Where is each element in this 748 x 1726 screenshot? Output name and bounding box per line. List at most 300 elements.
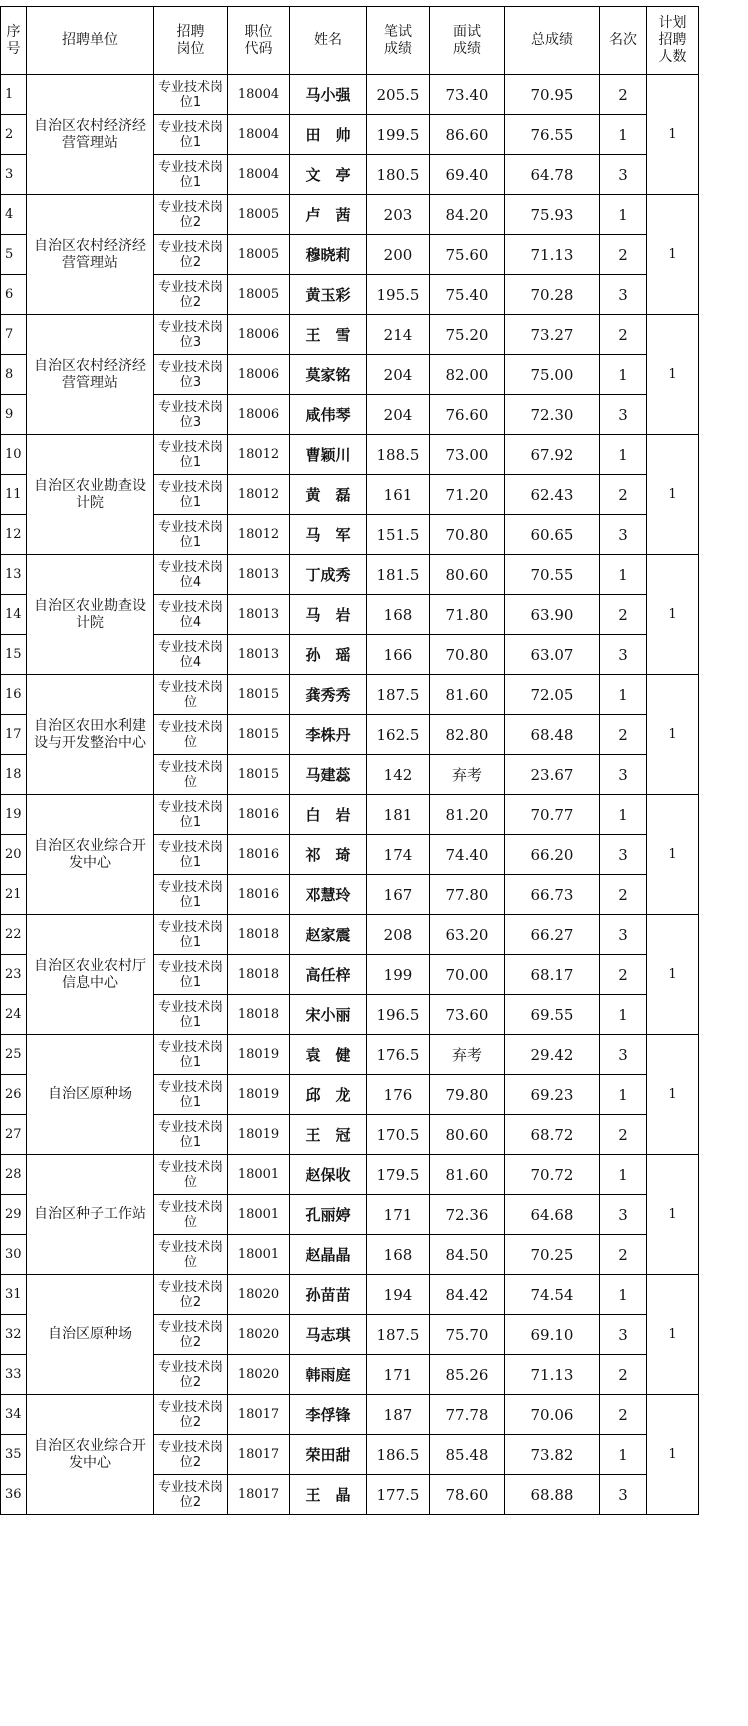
post-cell: 专业技术岗位: [154, 1195, 228, 1235]
rank-cell: 3: [600, 1035, 647, 1075]
code-cell: 18018: [228, 995, 290, 1035]
unit-cell: 自治区农业农村厅信息中心: [27, 915, 154, 1035]
code-cell: 18012: [228, 515, 290, 555]
interview-score-cell: 79.80: [430, 1075, 505, 1115]
plan-count-cell: 1: [647, 1395, 699, 1515]
interview-score-cell: 75.40: [430, 275, 505, 315]
post-cell: 专业技术岗位3: [154, 395, 228, 435]
rank-cell: 3: [600, 1195, 647, 1235]
written-score-cell: 187.5: [367, 1315, 430, 1355]
unit-cell: 自治区原种场: [27, 1035, 154, 1155]
rank-cell: 1: [600, 195, 647, 235]
rank-cell: 1: [600, 1155, 647, 1195]
total-score-cell: 75.93: [505, 195, 600, 235]
written-score-cell: 176.5: [367, 1035, 430, 1075]
unit-cell: 自治区农业综合开发中心: [27, 795, 154, 915]
name-cell: 文 亭: [290, 155, 367, 195]
post-cell: 专业技术岗位1: [154, 1035, 228, 1075]
header-seq: 序号: [1, 7, 27, 75]
header-code: 职位代码: [228, 7, 290, 75]
table-row: [1, 195, 699, 235]
interview-score-cell: 82.80: [430, 715, 505, 755]
written-score-cell: 199: [367, 955, 430, 995]
post-cell: 专业技术岗位: [154, 1155, 228, 1195]
total-score-cell: 69.55: [505, 995, 600, 1035]
plan-count-cell: 1: [647, 915, 699, 1035]
rank-cell: 1: [600, 355, 647, 395]
post-cell: 专业技术岗位: [154, 715, 228, 755]
code-cell: 18018: [228, 915, 290, 955]
seq-cell: 21: [1, 875, 27, 915]
total-score-cell: 69.10: [505, 1315, 600, 1355]
unit-cell: 自治区农业勘查设计院: [27, 435, 154, 555]
total-score-cell: 64.68: [505, 1195, 600, 1235]
rank-cell: 2: [600, 955, 647, 995]
post-cell: 专业技术岗位2: [154, 195, 228, 235]
name-cell: 李株丹: [290, 715, 367, 755]
code-cell: 18001: [228, 1195, 290, 1235]
interview-score-cell: 86.60: [430, 115, 505, 155]
interview-score-cell: 78.60: [430, 1475, 505, 1515]
written-score-cell: 168: [367, 1235, 430, 1275]
unit-cell: 自治区种子工作站: [27, 1155, 154, 1275]
code-cell: 18015: [228, 675, 290, 715]
table-row: [1, 75, 699, 115]
header-interview: 面试成绩: [430, 7, 505, 75]
code-cell: 18017: [228, 1435, 290, 1475]
name-cell: 莫家铭: [290, 355, 367, 395]
seq-cell: 27: [1, 1115, 27, 1155]
post-cell: 专业技术岗位: [154, 1235, 228, 1275]
rank-cell: 2: [600, 875, 647, 915]
interview-score-cell: 70.00: [430, 955, 505, 995]
interview-score-cell: 73.00: [430, 435, 505, 475]
post-cell: 专业技术岗位4: [154, 555, 228, 595]
interview-score-cell: 63.20: [430, 915, 505, 955]
seq-cell: 30: [1, 1235, 27, 1275]
post-cell: 专业技术岗位1: [154, 435, 228, 475]
total-score-cell: 73.82: [505, 1435, 600, 1475]
interview-score-cell: 73.40: [430, 75, 505, 115]
total-score-cell: 29.42: [505, 1035, 600, 1075]
code-cell: 18015: [228, 715, 290, 755]
seq-cell: 6: [1, 275, 27, 315]
rank-cell: 1: [600, 995, 647, 1035]
rank-cell: 1: [600, 435, 647, 475]
written-score-cell: 187.5: [367, 675, 430, 715]
name-cell: 王 冠: [290, 1115, 367, 1155]
total-score-cell: 68.88: [505, 1475, 600, 1515]
total-score-cell: 70.06: [505, 1395, 600, 1435]
seq-cell: 8: [1, 355, 27, 395]
post-cell: 专业技术岗位1: [154, 795, 228, 835]
rank-cell: 2: [600, 1395, 647, 1435]
seq-cell: 26: [1, 1075, 27, 1115]
total-score-cell: 70.25: [505, 1235, 600, 1275]
written-score-cell: 161: [367, 475, 430, 515]
written-score-cell: 166: [367, 635, 430, 675]
written-score-cell: 187: [367, 1395, 430, 1435]
total-score-cell: 72.05: [505, 675, 600, 715]
table-row: [1, 915, 699, 955]
interview-score-cell: 85.26: [430, 1355, 505, 1395]
name-cell: 赵晶晶: [290, 1235, 367, 1275]
written-score-cell: 204: [367, 395, 430, 435]
name-cell: 穆晓莉: [290, 235, 367, 275]
interview-score-cell: 85.48: [430, 1435, 505, 1475]
plan-count-cell: 1: [647, 1035, 699, 1155]
rank-cell: 2: [600, 475, 647, 515]
seq-cell: 3: [1, 155, 27, 195]
post-cell: 专业技术岗位4: [154, 595, 228, 635]
seq-cell: 15: [1, 635, 27, 675]
rank-cell: 3: [600, 915, 647, 955]
name-cell: 李俘锋: [290, 1395, 367, 1435]
rank-cell: 2: [600, 1355, 647, 1395]
total-score-cell: 68.48: [505, 715, 600, 755]
post-cell: 专业技术岗位2: [154, 1435, 228, 1475]
seq-cell: 11: [1, 475, 27, 515]
total-score-cell: 74.54: [505, 1275, 600, 1315]
table-row: [1, 1275, 699, 1315]
written-score-cell: 181.5: [367, 555, 430, 595]
code-cell: 18017: [228, 1475, 290, 1515]
unit-cell: 自治区农业勘查设计院: [27, 555, 154, 675]
interview-score-cell: 81.60: [430, 1155, 505, 1195]
name-cell: 黄玉彩: [290, 275, 367, 315]
written-score-cell: 180.5: [367, 155, 430, 195]
unit-cell: 自治区农村经济经营管理站: [27, 315, 154, 435]
total-score-cell: 70.72: [505, 1155, 600, 1195]
code-cell: 18004: [228, 115, 290, 155]
post-cell: 专业技术岗位1: [154, 995, 228, 1035]
name-cell: 赵保收: [290, 1155, 367, 1195]
name-cell: 黄 磊: [290, 475, 367, 515]
name-cell: 马志琪: [290, 1315, 367, 1355]
code-cell: 18016: [228, 795, 290, 835]
post-cell: 专业技术岗位2: [154, 1275, 228, 1315]
table-row: [1, 1035, 699, 1075]
code-cell: 18004: [228, 75, 290, 115]
name-cell: 袁 健: [290, 1035, 367, 1075]
rank-cell: 1: [600, 795, 647, 835]
rank-cell: 3: [600, 155, 647, 195]
interview-score-cell: 弃考: [430, 755, 505, 795]
interview-score-cell: 77.80: [430, 875, 505, 915]
code-cell: 18020: [228, 1315, 290, 1355]
name-cell: 王 晶: [290, 1475, 367, 1515]
total-score-cell: 66.73: [505, 875, 600, 915]
header-name: 姓名: [290, 7, 367, 75]
post-cell: 专业技术岗位: [154, 675, 228, 715]
total-score-cell: 70.28: [505, 275, 600, 315]
name-cell: 马小强: [290, 75, 367, 115]
post-cell: 专业技术岗位: [154, 755, 228, 795]
name-cell: 龚秀秀: [290, 675, 367, 715]
code-cell: 18012: [228, 475, 290, 515]
code-cell: 18017: [228, 1395, 290, 1435]
name-cell: 丁成秀: [290, 555, 367, 595]
total-score-cell: 63.07: [505, 635, 600, 675]
total-score-cell: 66.27: [505, 915, 600, 955]
total-score-cell: 73.27: [505, 315, 600, 355]
code-cell: 18020: [228, 1275, 290, 1315]
rank-cell: 2: [600, 235, 647, 275]
code-cell: 18005: [228, 275, 290, 315]
seq-cell: 12: [1, 515, 27, 555]
post-cell: 专业技术岗位4: [154, 635, 228, 675]
interview-score-cell: 75.20: [430, 315, 505, 355]
total-score-cell: 72.30: [505, 395, 600, 435]
code-cell: 18005: [228, 195, 290, 235]
written-score-cell: 168: [367, 595, 430, 635]
total-score-cell: 76.55: [505, 115, 600, 155]
code-cell: 18012: [228, 435, 290, 475]
rank-cell: 1: [600, 1075, 647, 1115]
seq-cell: 10: [1, 435, 27, 475]
seq-cell: 22: [1, 915, 27, 955]
written-score-cell: 203: [367, 195, 430, 235]
written-score-cell: 179.5: [367, 1155, 430, 1195]
total-score-cell: 70.95: [505, 75, 600, 115]
unit-cell: 自治区农村经济经营管理站: [27, 75, 154, 195]
total-score-cell: 69.23: [505, 1075, 600, 1115]
written-score-cell: 214: [367, 315, 430, 355]
plan-count-cell: 1: [647, 195, 699, 315]
name-cell: 邱 龙: [290, 1075, 367, 1115]
name-cell: 荣田甜: [290, 1435, 367, 1475]
post-cell: 专业技术岗位2: [154, 235, 228, 275]
rank-cell: 1: [600, 555, 647, 595]
name-cell: 马 军: [290, 515, 367, 555]
header-written: 笔试成绩: [367, 7, 430, 75]
seq-cell: 2: [1, 115, 27, 155]
plan-count-cell: 1: [647, 75, 699, 195]
post-cell: 专业技术岗位1: [154, 955, 228, 995]
total-score-cell: 70.77: [505, 795, 600, 835]
name-cell: 白 岩: [290, 795, 367, 835]
code-cell: 18013: [228, 555, 290, 595]
seq-cell: 20: [1, 835, 27, 875]
rank-cell: 3: [600, 1475, 647, 1515]
rank-cell: 2: [600, 1115, 647, 1155]
interview-score-cell: 81.60: [430, 675, 505, 715]
interview-score-cell: 73.60: [430, 995, 505, 1035]
code-cell: 18013: [228, 635, 290, 675]
seq-cell: 34: [1, 1395, 27, 1435]
name-cell: 田 帅: [290, 115, 367, 155]
rank-cell: 1: [600, 675, 647, 715]
total-score-cell: 75.00: [505, 355, 600, 395]
post-cell: 专业技术岗位1: [154, 155, 228, 195]
total-score-cell: 62.43: [505, 475, 600, 515]
post-cell: 专业技术岗位1: [154, 115, 228, 155]
written-score-cell: 194: [367, 1275, 430, 1315]
header-unit: 招聘单位: [27, 7, 154, 75]
interview-score-cell: 84.20: [430, 195, 505, 235]
total-score-cell: 70.55: [505, 555, 600, 595]
written-score-cell: 177.5: [367, 1475, 430, 1515]
rank-cell: 3: [600, 835, 647, 875]
table-row: [1, 315, 699, 355]
code-cell: 18013: [228, 595, 290, 635]
name-cell: 曹颖川: [290, 435, 367, 475]
written-score-cell: 200: [367, 235, 430, 275]
plan-count-cell: 1: [647, 315, 699, 435]
results-table: [0, 6, 699, 1515]
name-cell: 孙苗苗: [290, 1275, 367, 1315]
seq-cell: 36: [1, 1475, 27, 1515]
post-cell: 专业技术岗位1: [154, 475, 228, 515]
rank-cell: 2: [600, 75, 647, 115]
unit-cell: 自治区农村经济经营管理站: [27, 195, 154, 315]
post-cell: 专业技术岗位1: [154, 1115, 228, 1155]
total-score-cell: 68.17: [505, 955, 600, 995]
written-score-cell: 171: [367, 1355, 430, 1395]
code-cell: 18006: [228, 395, 290, 435]
seq-cell: 29: [1, 1195, 27, 1235]
interview-score-cell: 74.40: [430, 835, 505, 875]
seq-cell: 16: [1, 675, 27, 715]
unit-cell: 自治区农业综合开发中心: [27, 1395, 154, 1515]
seq-cell: 5: [1, 235, 27, 275]
post-cell: 专业技术岗位1: [154, 1075, 228, 1115]
written-score-cell: 167: [367, 875, 430, 915]
interview-score-cell: 70.80: [430, 515, 505, 555]
post-cell: 专业技术岗位3: [154, 355, 228, 395]
code-cell: 18019: [228, 1035, 290, 1075]
total-score-cell: 60.65: [505, 515, 600, 555]
written-score-cell: 188.5: [367, 435, 430, 475]
name-cell: 孔丽婷: [290, 1195, 367, 1235]
seq-cell: 23: [1, 955, 27, 995]
name-cell: 咸伟琴: [290, 395, 367, 435]
code-cell: 18016: [228, 875, 290, 915]
post-cell: 专业技术岗位1: [154, 875, 228, 915]
interview-score-cell: 80.60: [430, 555, 505, 595]
table-row: [1, 675, 699, 715]
interview-score-cell: 弃考: [430, 1035, 505, 1075]
total-score-cell: 64.78: [505, 155, 600, 195]
name-cell: 高任梓: [290, 955, 367, 995]
table-row: [1, 435, 699, 475]
rank-cell: 3: [600, 755, 647, 795]
interview-score-cell: 71.80: [430, 595, 505, 635]
code-cell: 18001: [228, 1155, 290, 1195]
interview-score-cell: 75.60: [430, 235, 505, 275]
name-cell: 宋小丽: [290, 995, 367, 1035]
post-cell: 专业技术岗位1: [154, 75, 228, 115]
written-score-cell: 204: [367, 355, 430, 395]
post-cell: 专业技术岗位2: [154, 1395, 228, 1435]
written-score-cell: 170.5: [367, 1115, 430, 1155]
rank-cell: 3: [600, 635, 647, 675]
unit-cell: 自治区农田水利建设与开发整治中心: [27, 675, 154, 795]
interview-score-cell: 81.20: [430, 795, 505, 835]
written-score-cell: 174: [367, 835, 430, 875]
name-cell: 孙 瑶: [290, 635, 367, 675]
code-cell: 18006: [228, 355, 290, 395]
seq-cell: 32: [1, 1315, 27, 1355]
name-cell: 马 岩: [290, 595, 367, 635]
interview-score-cell: 84.50: [430, 1235, 505, 1275]
total-score-cell: 71.13: [505, 235, 600, 275]
code-cell: 18005: [228, 235, 290, 275]
plan-count-cell: 1: [647, 555, 699, 675]
seq-cell: 9: [1, 395, 27, 435]
seq-cell: 25: [1, 1035, 27, 1075]
written-score-cell: 195.5: [367, 275, 430, 315]
header-rank: 名次: [600, 7, 647, 75]
name-cell: 王 雪: [290, 315, 367, 355]
code-cell: 18019: [228, 1075, 290, 1115]
plan-count-cell: 1: [647, 675, 699, 795]
interview-score-cell: 71.20: [430, 475, 505, 515]
seq-cell: 31: [1, 1275, 27, 1315]
rank-cell: 2: [600, 715, 647, 755]
plan-count-cell: 1: [647, 1155, 699, 1275]
interview-score-cell: 69.40: [430, 155, 505, 195]
seq-cell: 18: [1, 755, 27, 795]
interview-score-cell: 84.42: [430, 1275, 505, 1315]
written-score-cell: 176: [367, 1075, 430, 1115]
post-cell: 专业技术岗位1: [154, 835, 228, 875]
code-cell: 18018: [228, 955, 290, 995]
code-cell: 18015: [228, 755, 290, 795]
interview-score-cell: 80.60: [430, 1115, 505, 1155]
rank-cell: 3: [600, 395, 647, 435]
seq-cell: 13: [1, 555, 27, 595]
header-plan: 计划招聘人数: [647, 7, 699, 75]
table-row: [1, 555, 699, 595]
written-score-cell: 181: [367, 795, 430, 835]
code-cell: 18016: [228, 835, 290, 875]
code-cell: 18001: [228, 1235, 290, 1275]
interview-score-cell: 77.78: [430, 1395, 505, 1435]
post-cell: 专业技术岗位2: [154, 275, 228, 315]
rank-cell: 1: [600, 115, 647, 155]
seq-cell: 4: [1, 195, 27, 235]
table-row: [1, 1155, 699, 1195]
total-score-cell: 68.72: [505, 1115, 600, 1155]
written-score-cell: 205.5: [367, 75, 430, 115]
table-row: [1, 1395, 699, 1435]
interview-score-cell: 70.80: [430, 635, 505, 675]
post-cell: 专业技术岗位2: [154, 1475, 228, 1515]
rank-cell: 2: [600, 1235, 647, 1275]
written-score-cell: 142: [367, 755, 430, 795]
written-score-cell: 171: [367, 1195, 430, 1235]
post-cell: 专业技术岗位1: [154, 915, 228, 955]
code-cell: 18004: [228, 155, 290, 195]
plan-count-cell: 1: [647, 435, 699, 555]
name-cell: 韩雨庭: [290, 1355, 367, 1395]
name-cell: 邓慧玲: [290, 875, 367, 915]
name-cell: 祁 琦: [290, 835, 367, 875]
interview-score-cell: 72.36: [430, 1195, 505, 1235]
code-cell: 18006: [228, 315, 290, 355]
written-score-cell: 196.5: [367, 995, 430, 1035]
written-score-cell: 208: [367, 915, 430, 955]
rank-cell: 2: [600, 595, 647, 635]
seq-cell: 19: [1, 795, 27, 835]
rank-cell: 3: [600, 1315, 647, 1355]
total-score-cell: 71.13: [505, 1355, 600, 1395]
total-score-cell: 63.90: [505, 595, 600, 635]
interview-score-cell: 76.60: [430, 395, 505, 435]
name-cell: 卢 茜: [290, 195, 367, 235]
rank-cell: 3: [600, 275, 647, 315]
